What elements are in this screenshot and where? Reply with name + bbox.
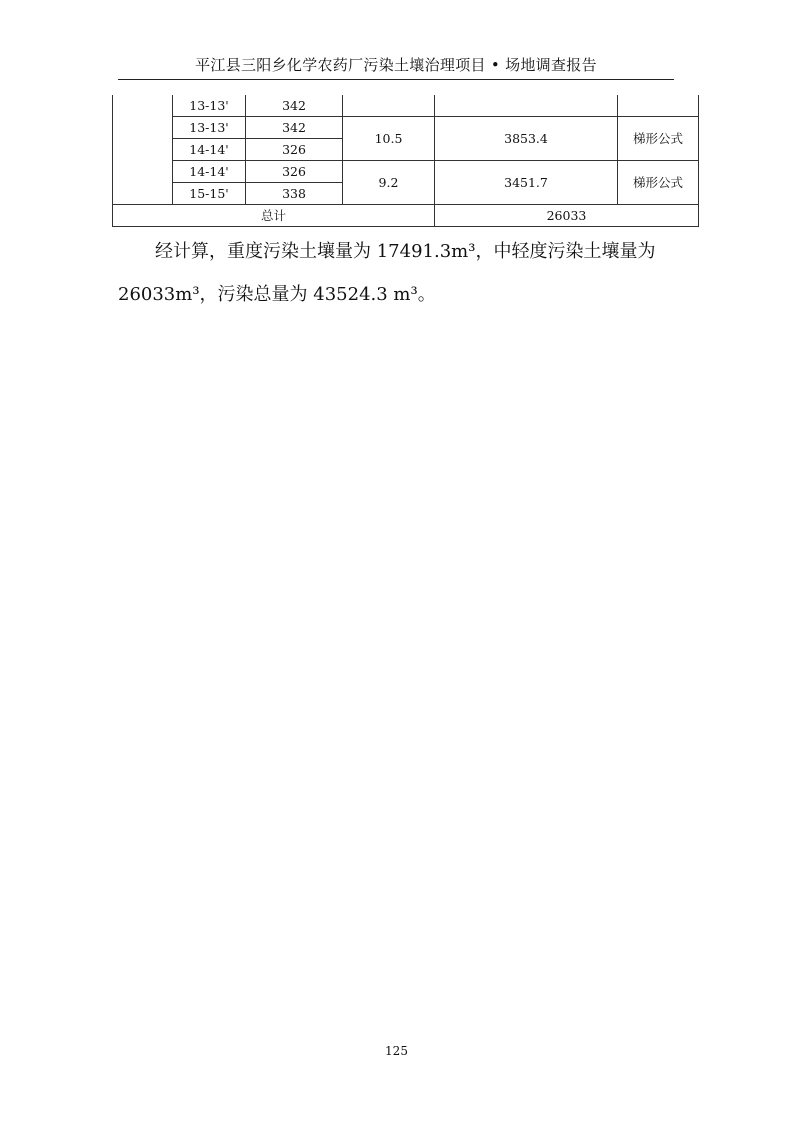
table-total-value: 26033 bbox=[435, 205, 699, 227]
header-divider bbox=[118, 79, 674, 80]
page-number: 125 bbox=[385, 1044, 408, 1058]
table-cell-area: 326 bbox=[246, 139, 343, 161]
soil-volume-table bbox=[112, 95, 699, 227]
table-cell-volume: 3853.4 bbox=[435, 117, 618, 161]
table-row bbox=[113, 95, 699, 117]
table-cell-area: 338 bbox=[246, 183, 343, 205]
table-cell-area: 326 bbox=[246, 161, 343, 183]
table-cell-section: 13-13' bbox=[173, 95, 246, 117]
table-row bbox=[113, 117, 699, 139]
table-cell-blank bbox=[113, 95, 173, 205]
table-cell-area: 342 bbox=[246, 117, 343, 139]
body-paragraph-line-2: 26033m³，污染总量为 43524.3 m³。 bbox=[118, 284, 436, 305]
table-cell-formula bbox=[618, 95, 699, 117]
table-cell-section: 14-14' bbox=[173, 139, 246, 161]
table-cell-section: 14-14' bbox=[173, 161, 246, 183]
table-cell-volume bbox=[435, 95, 618, 117]
table-cell-section: 13-13' bbox=[173, 117, 246, 139]
table-cell-volume: 3451.7 bbox=[435, 161, 618, 205]
table-total-row bbox=[113, 205, 699, 227]
table-cell-distance: 9.2 bbox=[343, 161, 435, 205]
table-cell-distance bbox=[343, 95, 435, 117]
table-total-label: 总计 bbox=[113, 205, 435, 227]
table-cell-distance: 10.5 bbox=[343, 117, 435, 161]
table-cell-formula: 梯形公式 bbox=[618, 117, 699, 161]
body-paragraph-line-1: 经计算，重度污染土壤量为 17491.3m³，中轻度污染土壤量为 bbox=[155, 241, 656, 262]
table-row bbox=[113, 161, 699, 183]
page-header-title: 平江县三阳乡化学农药厂污染土壤治理项目 • 场地调查报告 bbox=[195, 56, 597, 74]
table-cell-section: 15-15' bbox=[173, 183, 246, 205]
table-cell-formula: 梯形公式 bbox=[618, 161, 699, 205]
table-cell-area: 342 bbox=[246, 95, 343, 117]
